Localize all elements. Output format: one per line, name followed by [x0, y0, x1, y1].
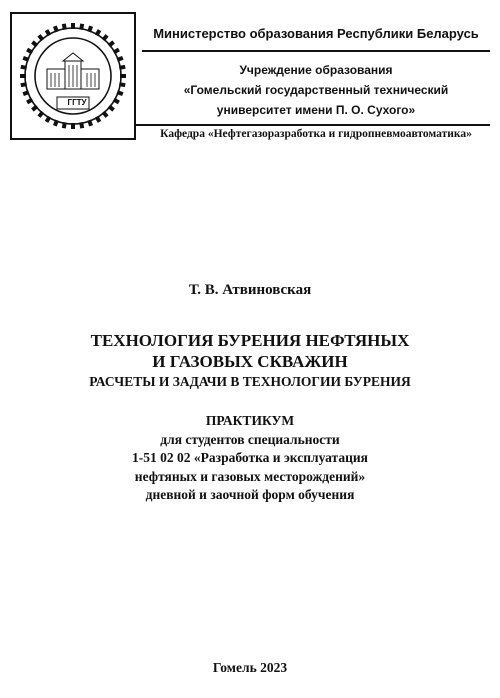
header-divider-bottom — [136, 124, 490, 126]
document-subtitle: РАСЧЕТЫ И ЗАДАЧИ В ТЕХНОЛОГИИ БУРЕНИЯ — [89, 374, 411, 389]
title-line: ТЕХНОЛОГИЯ БУРЕНИЯ НЕФТЯНЫХ — [90, 331, 410, 350]
institution-line: «Гомельский государственный технический — [183, 83, 449, 97]
practicum-line: для студентов специальности — [160, 431, 340, 447]
institution-name — [142, 60, 490, 120]
institution-line: университет имени П. О. Сухого» — [216, 103, 416, 117]
title-line: И ГАЗОВЫХ СКВАЖИН — [152, 352, 348, 371]
practicum-block — [0, 412, 500, 505]
practicum-line: 1-51 02 02 «Разработка и эксплуатация — [132, 450, 368, 465]
department-name: Кафедра «Нефтегазоразработка и гидропневмоавтоматика» — [160, 128, 472, 140]
practicum-line: ПРАКТИКУМ — [205, 413, 295, 428]
university-emblem-icon — [17, 19, 129, 133]
logo-frame — [10, 12, 136, 140]
practicum-line: нефтяных и газовых месторождений» — [134, 468, 366, 484]
city-year: Гомель 2023 — [212, 660, 288, 675]
document-title — [0, 330, 500, 372]
header-divider-top — [142, 50, 490, 52]
logo-label: ГГТУ — [67, 98, 87, 107]
institution-line: Учреждение образования — [239, 63, 393, 77]
practicum-line: дневной и заочной форм обучения — [145, 487, 355, 502]
author-name: Т. В. Атвиновская — [188, 282, 312, 298]
header — [10, 12, 490, 142]
ministry-name: Министерство образования Республики Беларусь — [153, 26, 479, 41]
